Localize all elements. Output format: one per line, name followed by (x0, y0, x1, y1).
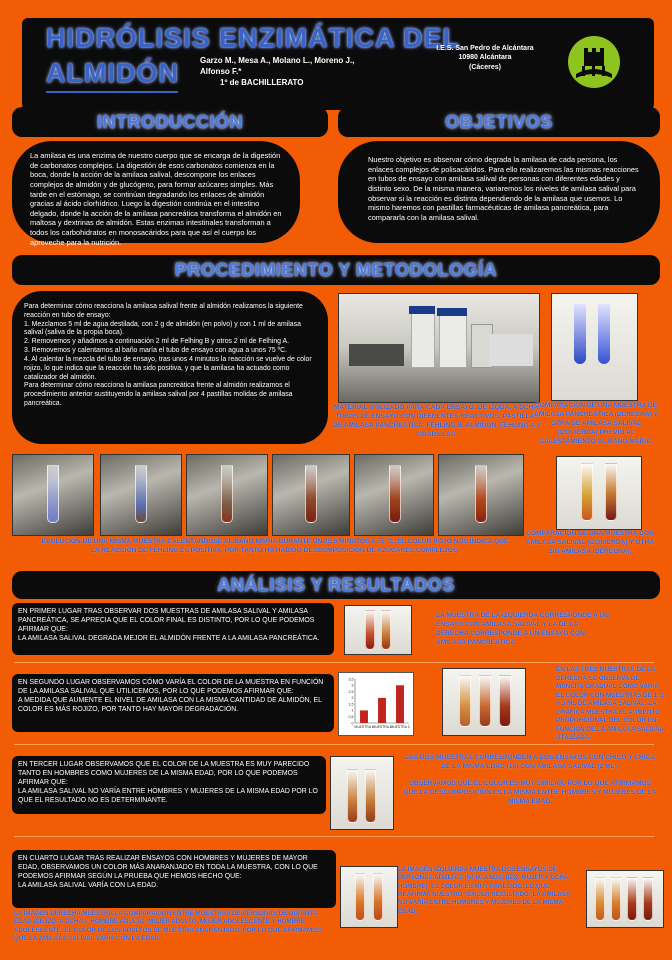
comparison-before-photo (551, 293, 638, 401)
amylase-bar-chart (339, 673, 413, 735)
result4-caption-mid: LA IMAGEN IZQUIERDA MUESTRA DOS ENSAYOS DE PERSONAS ADULTAS (50-60 AÑOS) (IZQ. MUJER Y DCHA. HOMBRE). EL COLOR ES MUY PARECIDO, LO QUE REAFIRMA NUESTRO TERCER RESULTADO: LA AMILASA NO VARÍA ENTRE HOMBRES Y MUJERES DE LA MISMA EDAD. (398, 866, 571, 915)
objectives-box (338, 141, 660, 243)
result4-text1: EN CUARTO LUGAR TRAS REALIZAR ENSAYOS CON HOMBRES Y MUJERES DE MAYOR EDAD, OBSERVAMOS UN COLOR MÁS ANARANJADO EN TODA LA MUESTRA, CON LO QUE PODEMOS AFIRMAR SEGÚN LA PRUEBA QUE HEMOS HECHO QUE: (18, 855, 318, 880)
result2-caption: EN LAS TRES MUESTRAS DE LA DERECHA SE OBSERVA DE MANERA GRADUAL CÓMO VARÍA EL COLOR CON MUESTRAS DE 1, 2 Y 3 ML DE AMILASA SALIVAL. LA GRÁFICA MUESTRA EL AUMENTO PROPORCIONAL DEL COLOR EN FUNCIÓN DE LA AMILASA SALIVAL UTILIZADA. (556, 666, 664, 741)
procedure-heading: PROCEDIMIENTO Y METODOLOGÍA (12, 255, 660, 285)
result2-text2: A MEDIDA QUE AUMENTE EL NIVEL DE AMILASA CON LA MISMA CANTIDAD DE ALMIDÓN, EL COLOR ES MÁS ROJIZO, POR TANTO HAY MAYOR DEGRADACIÓN. (18, 696, 322, 713)
y-tick-label: 3,5 (348, 677, 354, 682)
evolution-photo-6 (438, 454, 524, 536)
result1-caption: LA MUESTRA DE LA IZQUIERDA CORRESPONDE A UN ENSAYO CON AMILASA SALIVAL Y LA DE LA DERECHA CORRESPONDE A UN ENSAYO CON AMILASA PANCREÁTICA. (436, 612, 609, 646)
x-tick-label: MUESTRA 2 (372, 725, 392, 729)
authors-block (200, 56, 354, 88)
result4-photo-adults (340, 866, 398, 928)
material-photo (338, 293, 540, 403)
chart-bar (378, 698, 386, 723)
result2-text1: EN SEGUNDO LUGAR OBSERVAMOS CÓMO VARÍA EL COLOR DE LA MUESTRA EN FUNCIÓN DE LA AMILASA SALIVAL QUE UTILICEMOS, POR LO QUE PODEMOS AFIRMAR QUE: (18, 679, 324, 695)
y-tick-label: 1 (351, 708, 354, 713)
title-underline (46, 91, 178, 93)
y-tick-label: 0 (351, 721, 354, 726)
x-tick-label: MUESTRA 3 (390, 725, 410, 729)
procedure-step1: 1. Mezclamos 5 ml de agua destilada, con 2 g de almidón (en polvo) y con 1 ml de amilasa salival (saliva de la propia boca). (24, 320, 301, 337)
caption-material: MATERIAL UTILIZADO PARA CADA ENSAYO: DE IZQDA. A DCHA. TUBOS DE ENSAYO CON DIFERENTES REACTIVOS, PASTILLAS DE AMILASA PANCREÁTICA, FEHLING B, ALMIDÓN, FEHLING A Y GRADILLAS. (332, 404, 542, 438)
school-block (430, 44, 540, 72)
procedure-step4: 4. Al calentar la mezcla del tubo de ensayo, tras unos 4 minutos la reacción se vuelve de color rojizo, lo que indica que la reacción ha sido positiva, y que la amilasa ha actuado como catalizador del almidón. (24, 355, 312, 381)
evolution-photo-3 (186, 454, 268, 536)
school-address: 10980 Alcántara (458, 54, 512, 62)
intro-box (12, 141, 300, 247)
result2-photo (442, 668, 526, 736)
school-logo (566, 34, 622, 90)
procedure-step2: 2. Removemos y añadimos a continuación 2 ml de Felhing B y otros 2 ml de Felhing A. (24, 338, 290, 346)
result2-chart (338, 672, 414, 736)
school-name: I.E.S. San Pedro de Alcántara (436, 45, 534, 52)
caption-compare-after: COMPARACIÓN DE UNA MUESTRA CON AMILASA SALIVAL (IZQUIERDA) Y OTRA SIN AMILASA (DERECHA). (525, 530, 655, 555)
result-divider-2 (14, 744, 654, 745)
y-tick-label: 0,5 (348, 715, 354, 720)
procedure-end: Para determinar cómo reacciona la amilasa pancreática frente al almidón realizamos el procedimiento anterior sustituyendo la amilasa salival por 4 pastillas molidas de amilasa pancreática. (24, 382, 293, 408)
result3-caption2: OBSERVAMOS QUE EL COLOR ES MUY SIMILAR, POR LO QUE AFIRMAMOS QUE LA DESCOMPOSICIÓN ES LA MISMA ENTRE HOMBRES Y MUJERES DE LA MISMA EDAD. (403, 780, 657, 805)
objectives-text: Nuestro objetivo es observar cómo degrada la amilasa de cada persona, los enlaces complejos de polisacáridos. Para ello realizaremos las mismas reacciones en tubos de ensayo con amilasa salival de personas con diferentes edades y distinto sexo. De la misma manera, variaremos los niveles de amilasa salival para observar si la reacción es distinta dependiendo de la amilasa que usemos. Lo mismo haremos con pastillas farmacéuticas de amilasa pancreática, para compararla con la amilasa salival. (368, 155, 639, 222)
page-title-line1: HIDRÓLISIS ENZIMÁTICA DEL (46, 23, 460, 53)
result3-box (12, 756, 326, 814)
result4-photo-ages (586, 870, 664, 928)
intro-text: La amilasa es una enzima de nuestro cuerpo que se encarga de la digestión de carbonatos complejos. La digestión de esos carbonatos comienza en la boca, donde la acción de la amilasa salival, descompone los enlaces complejos de almidón y de glucógeno, para formar azúcares simples. Más tarde en el estómago, se continúan degradando los enlaces de almidón gracias al ácido clorhídrico. Luego la digestión continúa en el intestino delgado, donde la acción de la amilasa pancreática transforma el almidón en maltosa y dextrinas de almidón. Estas enzimas intestinales transforman a todos los carbohidratos en monosacáridos para que así el cuerpo los aproveche para la nutrición. (30, 151, 282, 247)
chart-bar (360, 710, 368, 723)
y-tick-label: 2 (351, 696, 354, 701)
caption-evolution: EVOLUCIÓN DE UNA MISMA MUESTRA CALENTÁNDOSE AL BAÑO MARÍA DURANTE UNOS 5 MINUTOS A 75 ºC. EL COLOR ROJO NOS INDICA QUE LA REACCIÓN DE FEHLING ES POSITIVA, POR TANTO HA HABIDO DESCOMPOSICIÓN DE AZÚCARES COMPLEJOS. (41, 538, 509, 554)
x-tick-label: MUESTRA 1 (354, 725, 374, 729)
objectives-heading: OBJETIVOS (338, 107, 660, 137)
intro-heading: INTRODUCCIÓN (12, 107, 328, 137)
results-heading: ANÁLISIS Y RESULTADOS (12, 571, 660, 599)
authors-line2: Alfonso F.* (200, 66, 242, 76)
result1-text1: EN PRIMER LUGAR TRAS OBSERVAR DOS MUESTRAS DE AMILASA SALIVAL Y AMILASA PANCREÁTICA, SE APRECIA QUE EL COLOR FINAL ES DISTINTO, POR LO QUE PODEMOS AFIRMAR QUE: (18, 608, 315, 633)
evolution-photo-5 (354, 454, 434, 536)
course-label: 1º de BACHILLERATO (220, 77, 304, 87)
page-title-line2: ALMIDÓN (46, 58, 179, 88)
evolution-photo-1 (12, 454, 94, 536)
school-town: (Cáceres) (469, 63, 501, 71)
caption-compare-before: COMPARACIÓN DE UNA MUESTRA DE AMILASA PANCREÁTICA (DERECHA) Y OTRA DE AMILASA SALIVAL (IZQUIERDA) PREVIO AL CALENTAMIENTO AL BAÑO MARÍA. (534, 402, 658, 445)
result-divider-3 (14, 836, 654, 837)
result3-text1: EN TERCER LUGAR OBSERVAMOS QUE EL COLOR DE LA MUESTRA ES MUY PARECIDO TANTO EN HOMBRES COMO MUJERES DE LA MISMA EDAD, POR LO QUE PODEMOS AFIRMAR QUE: (18, 761, 310, 786)
result2-box (12, 674, 334, 732)
result1-text2: LA AMILASA SALIVAL DEGRADA MEJOR EL ALMIDÓN FRENTE A LA AMILASA PANCREÁTICA. (18, 634, 320, 642)
procedure-intro: Para determinar cómo reacciona la amilasa salival frente al almidón realizamos la siguiente reacción en tubo de ensayo: (24, 303, 303, 319)
result1-box (12, 603, 334, 655)
result4-caption-bottom: LA IMAGEN DERECHA MUESTRA LA COMPARACIÓN ENTRE MUESTRAS DE PERSONAS DE DISTINTA EDAD (DE IZQ. A DCHA.): HOMBRE ADULTO, MUJER ADULTO, MUJER ADOLESCENTE Y HOMBRE ADOLESCENTE. EL COLOR DE LOS ADULTOS SE MUESTRA ANARANJADO, POR LO QUE AFIRMAMOS QUE LA AMILASA SALIVAL VARÍA CON LA EDAD. (14, 910, 322, 943)
y-tick-label: 2,5 (348, 689, 354, 694)
comparison-after-photo (556, 456, 642, 530)
procedure-step3: 3. Removemos y calentamos al baño maría el tubo de ensayo con agua a unos 75 ºC. (24, 347, 287, 355)
procedure-box (12, 291, 328, 444)
y-tick-label: 1,5 (348, 702, 354, 707)
evolution-photo-2 (100, 454, 182, 536)
result3-text2: LA AMILASA SALIVAL NO VARÍA ENTRE HOMBRES Y MUJERES DE LA MISMA EDAD POR LO QUE EL RESULTADO NO ES DETERMINANTE. (18, 787, 318, 804)
result3-photo (330, 756, 394, 830)
result4-text2: LA AMILASA SALIVAL VARÍA CON LA EDAD. (18, 881, 159, 889)
chart-bar (396, 685, 404, 723)
result1-photo (344, 605, 412, 655)
result-divider-1 (14, 662, 654, 663)
evolution-photo-4 (272, 454, 350, 536)
result4-box (12, 850, 336, 908)
authors-line1: Garzo M., Mesa A., Molano L., Moreno J., (200, 56, 355, 65)
result3-caption1: LAS DOS MUESTRAS CORRESPONDEN A DOS ENSAYOS CON CHICO Y CHICA DE LA MISMA EDAD (16) CON AMILASA SALIVAL (2 ML). (404, 754, 656, 770)
y-tick-label: 3 (351, 683, 354, 688)
